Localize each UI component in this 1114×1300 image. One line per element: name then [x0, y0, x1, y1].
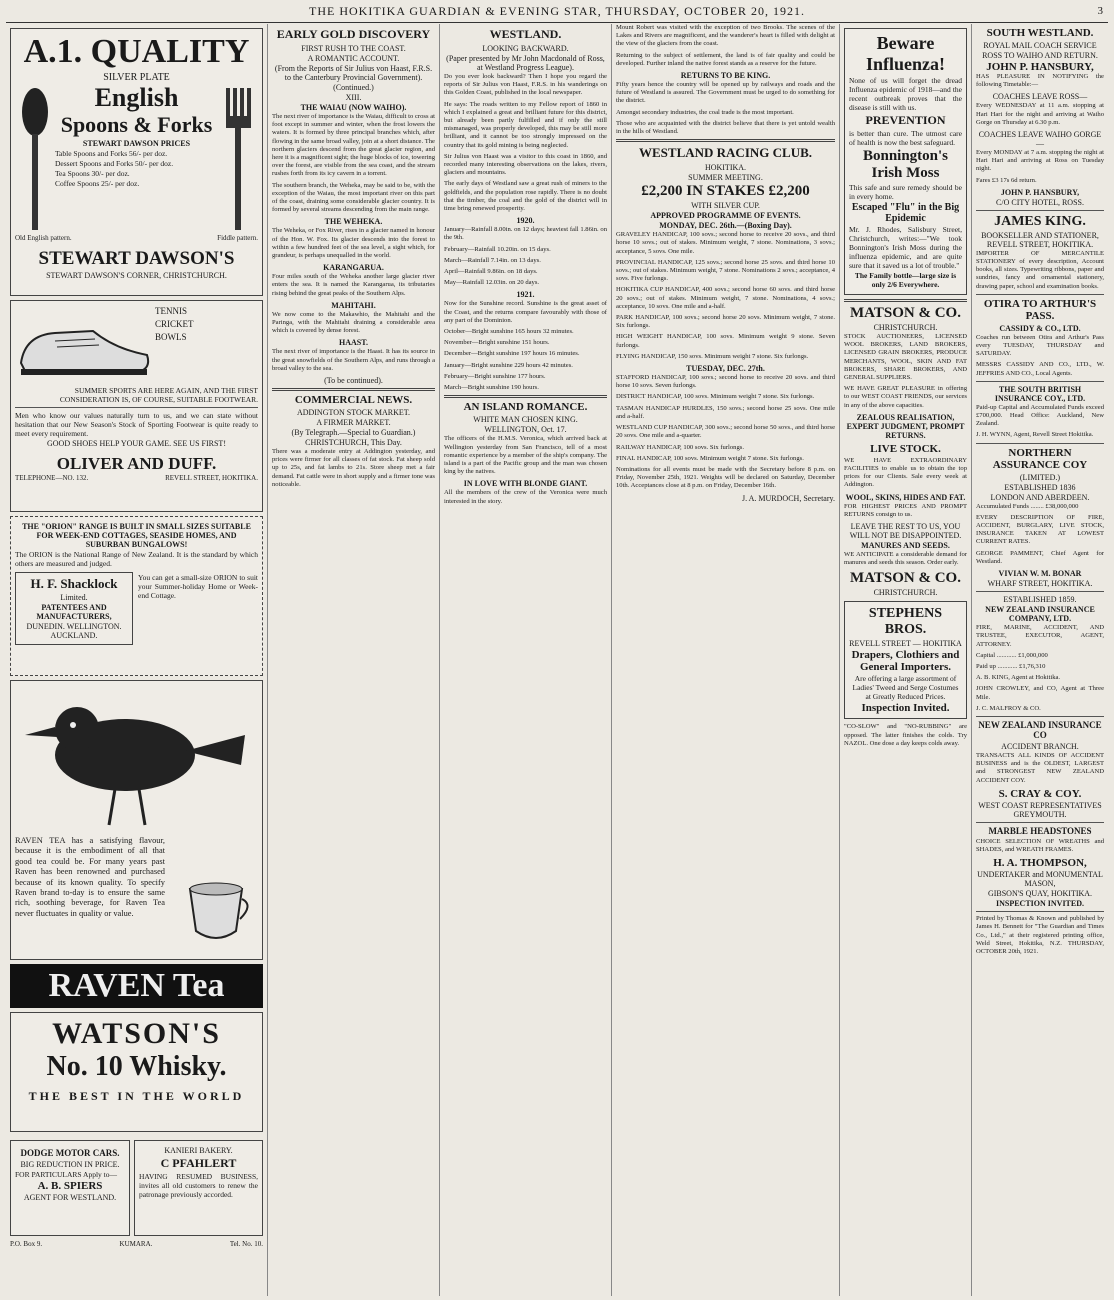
nzic-agent-sub: WEST COAST REPRESENTATIVES GREYMOUTH. [978, 800, 1102, 819]
nzi-agent3: J. C. MALFROY & CO. [976, 704, 1041, 712]
race-event-8: DISTRICT HANDICAP, 100 sovs. Minimum weight 7 stone. Six furlongs. [616, 393, 815, 401]
sun-row-4: January—Bright sunshine 229 hours 42 minutes. [444, 361, 573, 369]
oliver-duff-ad [10, 300, 263, 512]
oliver-street: REVELL STREET, HOKITIKA. [165, 474, 258, 482]
racing-secretary: J. A. MURDOCH, Secretary. [741, 493, 835, 503]
footer-tel: Tel. No. 10. [229, 1240, 263, 1248]
matson-pleasure: WE HAVE GREAT PLEASURE in offering to our WEST COAST FRIENDS, our services in any of the above capacities. [844, 385, 967, 409]
orion-firm-cities: DUNEDIN. WELLINGTON. AUCKLAND. [26, 622, 122, 640]
raven-bird-icon [15, 685, 255, 835]
nzi-capital: Capital ............ £1,000,000 [976, 651, 1048, 659]
sun-row-6: March—Bright sunshine 190 hours. [444, 384, 539, 392]
marble-name: H. A. THOMPSON, [993, 857, 1087, 870]
westland-sub: LOOKING BACKWARD. [482, 44, 569, 53]
race-event-10: WESTLAND CUP HANDICAP, 300 sovs.; second horse 50 sovs., and third horse 20 sovs. One mile and a-quarter. [616, 424, 835, 440]
king-body: IMPORTER OF MERCANTILE STATIONERY of every description, Account books, all sizes. Typewriting ribbons, paper and sundries, fancy and ornamental stationery, drawing paper, school and examination books. [976, 249, 1104, 290]
kaniere-name: C PFAHLERT [160, 1156, 237, 1170]
footer-town: KUMARA. [119, 1240, 153, 1248]
imprint: Printed by Thomas & Known and published by James H. Bennett for "The Guardian and Times Co., Ltd.," at their registered printing office, Weld Street, Hokitika, N.Z. THURSDAY, OCTOBER 20th, 1921. [976, 915, 1104, 955]
dawson-line3: English [94, 83, 179, 112]
commercial-sub2: A FIRMER MARKET. [316, 418, 391, 428]
marble-body: CHOICE SELECTION OF WREATHS and SHADES, and WREATH FRAMES. [976, 837, 1104, 853]
influenza-brand: Bonnington's [862, 148, 949, 164]
dodge-agent: A. B. SPIERS [37, 1180, 103, 1192]
racing-prog: APPROVED PROGRAMME OF EVENTS. [650, 211, 801, 221]
dodge-title: DODGE MOTOR CARS. [20, 1148, 120, 1158]
bonar-name: VIVIAN W. M. BONAR [998, 569, 1082, 579]
gold-title: EARLY GOLD DISCOVERY [276, 27, 431, 41]
oliver-slogan: GOOD SHOES HELP YOUR GAME. SEE US FIRST! [47, 439, 226, 448]
wool-title: WOOL, SKINS, HIDES AND FAT. [845, 492, 966, 502]
coach-sub: ROYAL MAIL COACH SERVICE [983, 41, 1097, 50]
rain-row-3: March—Rainfall 7.14in. on 13 days. [444, 256, 541, 264]
northern-agent: GEORGE PAMMENT, Chief Agent for Westland. [976, 549, 1104, 565]
racing-foot: Nominations for all events must be made with the Secretary before 8 p.m. on Friday, November 25th, 1921. Weights will be declared on Saturday, December 10th. Acceptances close at 8 p.m. on Friday, December 16th. [616, 465, 835, 490]
sport-bowls: BOWLS [155, 332, 187, 342]
matson2-city: CHRISTCHURCH. [873, 588, 938, 598]
nzic-agent: S. CRAY & COY. [998, 787, 1082, 800]
watson-line2: No. 10 Whisky. [46, 1051, 227, 1082]
kaniere-ad [134, 1140, 263, 1236]
masthead-title: THE HOKITIKA GUARDIAN & EVENING STAR, THURSDAY, OCTOBER 20, 1921. [309, 4, 805, 18]
dawson-price-2: Dessert Spoons and Forks 50/- per doz. [55, 159, 174, 168]
nzic-sub: ACCIDENT BRANCH. [1001, 741, 1079, 751]
island-place: WELLINGTON, Oct. 17. [484, 425, 567, 435]
wool-body: FOR HIGHEST PRICES AND PROMPT RETURNS consign to us. [844, 502, 967, 518]
sun-row-3: December—Bright sunshine 197 hours 16 minutes. [444, 350, 580, 358]
race-event-2: PROVINCIAL HANDICAP, 125 sovs.; second horse 25 sovs. and third horse 10 sovs.; out of stakes. Minimum weight, 7 stone. Nominations 2 sovs.; acceptance, 4 sovs. Five furlongs. [616, 258, 835, 283]
dodge-ad [10, 1140, 130, 1236]
gold-section-karangarua: KARANGARUA. [323, 263, 384, 273]
kaniere-body: HAVING RESUMED BUSINESS, invites all old customers to renew the patronage previously accorded. [139, 1172, 258, 1199]
racing-day1: MONDAY, DEC. 26th.—(Boxing Day). [659, 221, 792, 231]
influenza-brand-text: This safe and sure remedy should be in every home. [849, 183, 962, 201]
bonar-sub: WHARF STREET, HOKITIKA. [987, 579, 1093, 589]
gold-para-6: The next river of importance is the Haast. It has its source in the great snowfields of the Southern Alps, and runs through a broad valley to the sea. [272, 348, 435, 372]
race-event-9: TASMAN HANDICAP HURDLES, 150 sovs.; second horse 25 sovs. One mile and a-half. [616, 404, 835, 420]
dawson-right-label: Fiddle pattern. [217, 234, 258, 242]
racing-stakes: £2,200 IN STAKES £2,200 [641, 183, 810, 200]
racing-sub: HOKITIKA. [704, 163, 747, 173]
oliver-tel: TELEPHONE—NO. 132. [15, 474, 89, 482]
column-3 [440, 24, 612, 1296]
dawson-address: STEWART DAWSON'S CORNER, CHRISTCHURCH. [46, 271, 227, 280]
orion-firm-sub: Limited. [60, 593, 88, 602]
stephens-ad [844, 601, 967, 719]
spoon-icon [15, 84, 55, 234]
matson-title: MATSON & CO. [850, 305, 961, 321]
race-event-3: HOKITIKA CUP HANDICAP, 400 sovs.; second horse 60 sovs. and third horse 20 sovs.; out of stakes. Minimum weight, 7 stone. Nominations, 4 sovs.; acceptance, 10 sovs. One mile and a-half. [616, 286, 835, 310]
race-event-5: HIGH WEIGHT HANDICAP, 100 sovs. Minimum weight 9 stone. Seven furlongs. [616, 333, 835, 349]
northern-title: NORTHERN ASSURANCE COY [992, 446, 1088, 471]
orion-side-text: You can get a small-size ORION to suit your Summer-holiday Home or Week-end Cottage. [138, 573, 258, 600]
gold-para-4: Four miles south of the Weheka another large glacier river enters the sea. It is named the Karangarua, its tributaries rising behind the great peaks of the Southern Alps. [272, 273, 435, 297]
otira-title: OTIRA TO ARTHUR'S PASS. [983, 297, 1097, 322]
footer-box: P.O. Box 9. [10, 1240, 43, 1248]
westland-para-1: Do you ever look backward? Then I hope you regard the reports of Sir Julius von Haast, F.R.S. in his wanderings on this Golden Coast, published in the local newspaper. [444, 73, 607, 97]
orion-firm-role: PATENTEES AND MANUFACTURERS, [36, 603, 112, 621]
dodge-sub: BIG REDUCTION IN PRICE. [20, 1160, 120, 1169]
dodge-agent-role: AGENT FOR WESTLAND. [23, 1193, 117, 1202]
influenza-brand2: Irish Moss [871, 165, 940, 181]
raven-banner: RAVEN Tea [10, 964, 263, 1008]
northern-city: LONDON AND ABERDEEN. [990, 492, 1090, 502]
influenza-body: None of us will forget the dread Influenza epidemic of 1918—and the recent outbreak proves that the disease is still with us. [849, 76, 962, 112]
nzi-agent: A. B. KING, Agent at Hokitika. [976, 674, 1061, 682]
col4-body-1: Mount Robert was visited with the exception of two Brooks. The scenes of the Lakes and Rivers are magnificent, and the wanderer's heart is filled with delight at the view of the glaciers from the coast. [616, 24, 835, 48]
northern-funds: Accumulated Funds ........ £38,000,000 [976, 502, 1079, 510]
gold-section-weheka: THE WEHEKA. [324, 217, 383, 227]
king-title: JAMES KING. [994, 213, 1086, 229]
gold-tail: (To be continued). [324, 376, 383, 386]
matson-realise: ZEALOUS REALISATION, EXPERT JUDGMENT, PROMPT RETURNS. [846, 412, 965, 440]
influenza-title1: Beware [876, 33, 935, 53]
westland-para-3: Sir Julius von Haast was a visitor to this coast in 1860, and recorded many interesting observations on the lakes, rivers, glaciers and mountains. [444, 152, 607, 177]
dawson-price-1: Table Spoons and Forks 56/- per doz. [55, 149, 168, 158]
coach-owner: JOHN P. HANSBURY, [986, 61, 1094, 73]
coach-title: SOUTH WESTLAND. [986, 27, 1094, 39]
matson-body: STOCK AUCTIONEERS, LICENSED WOOL BROKERS, LAND BROKERS, LICENSED GRAIN BROKERS, PRODUCE MERCHANTS, WOOL, SKIN AND FAT BROKERS, SHARE BROKERS, AND GENERAL SUPPLIERS. [844, 333, 967, 382]
kaniere-title: KANIERI BAKERY. [164, 1146, 233, 1155]
raven-tea-ad [10, 680, 263, 960]
stephens-title: STEPHENS BROS. [868, 606, 943, 638]
matson2-title: MATSON & CO. [850, 570, 961, 587]
col4-body-5: Those who are acquainted with the district believe that there is yet untold wealth in the hills of Westland. [616, 119, 835, 136]
dawson-footer: STEWART DAWSON'S [38, 248, 235, 269]
coach-times: Every WEDNESDAY at 11 a.m. stopping at Hari Hari for the night and arriving at Waiho Gorge on Thursday at 6.30 p.m. [976, 102, 1104, 126]
marble-title: MARBLE HEADSTONES [988, 825, 1092, 836]
watson-line1: WATSON'S [52, 1017, 221, 1050]
wool-leave: LEAVE THE REST TO US, YOU WILL NOT BE DISAPPOINTED. [849, 522, 962, 541]
gold-continued: (Continued.) [333, 83, 374, 92]
gold-section-waiau: THE WAIAU (NOW WAIHO). [300, 103, 407, 112]
watsons-ad [10, 1012, 263, 1132]
northern-body: EVERY DESCRIPTION OF FIRE, ACCIDENT, BURGLARY, LIVE STOCK, INSURANCE TAKEN AT LOWEST CURRENT RATES. [976, 513, 1104, 546]
col4-section: RETURNS TO BE KING. [680, 71, 771, 81]
influenza-testimonial: Mr. J. Rhodes, Salisbury Street, Christchurch, writes:—"We took Bonnington's Irish Moss during the influenza epidemic, and are quite sure that it saved us a lot of trouble." [849, 225, 962, 270]
gold-para-2: The southern branch, the Weheka, may be said to be, with the exception of the Waiau, the most important river on this part of the coast, draining some considerable glacier country. It is formed by several streams descending from the main range. [272, 181, 435, 214]
dawson-price-4: Coffee Spoons 25/- per doz. [55, 179, 140, 188]
col4-body-3: Fifty years hence the country will be opened up by railways and roads and the future of Westland is assured. The Government must be urged to do something for the district. [616, 81, 835, 105]
race-event-7: STAFFORD HANDICAP, 100 sovs.; second horse to receive 20 sovs. and third horse 10 sovs. Seven furlongs. [616, 374, 835, 390]
oliver-name: OLIVER AND DUFF. [56, 454, 217, 473]
fork-icon [218, 84, 258, 234]
commercial-body: There was a moderate entry at Addington yesterday, and prices were firmer for all classes of fat stock. Fat sheep sold up to 25s, and fat lambs to 21s. Store sheep met a fair demand. Fat cattle were in short supply and a firmer tone was noticeable. [272, 448, 435, 488]
commercial-credit: (By Telegraph.—Special to Guardian.) [291, 428, 416, 438]
british-agent: J. H. WYNN, Agent, Revell Street Hokitika. [976, 431, 1094, 439]
influenza-prev: PREVENTION [865, 113, 946, 127]
island-tail: IN LOVE WITH BLONDE GIANT. [463, 479, 588, 489]
coach-route: ROSS TO WAIHO AND RETURN. [982, 51, 1098, 60]
island-body: The officers of the H.M.S. Veronica, which arrived back at Wellington yesterday from San Francisco, tell of a most romantic experience by a member of the ship's company. The island is a part of the Pacific group and the man was chosen king by the natives. [444, 435, 607, 476]
sport-tennis: TENNIS [155, 306, 187, 316]
column-2 [268, 24, 440, 1296]
nzi-title: NEW ZEALAND INSURANCE COMPANY, LTD. [985, 605, 1095, 624]
otira-body: Coaches run between Otira and Arthur's Pass every TUESDAY, THURSDAY and SATURDAY. [976, 333, 1104, 358]
coach-leaves: COACHES LEAVE ROSS— [992, 92, 1088, 102]
column-5 [840, 24, 972, 1296]
nzi-sub: FIRE, MARINE, ACCIDENT, AND TRUSTEE, EXECUTOR, AGENT, ATTORNEY. [976, 624, 1104, 648]
oliver-body: Men who know our values naturally turn to us, and we can state without hesitation that our New Season's Stock of Sporting Footwear is quite ready to meet every requirement. [15, 411, 258, 438]
influenza-ad [844, 28, 967, 295]
sun-table-title: 1921. [516, 290, 535, 300]
nzi-agent2: JOHN CROWLEY, and CO, Agent at Three Mile. [976, 685, 1104, 701]
stephens-sub: REVELL STREET — HOKITIKA [849, 639, 962, 649]
rain-row-5: May—Rainfall 12.03in. on 20 days. [444, 279, 540, 287]
gold-sub1: FIRST RUSH TO THE COAST. [301, 44, 406, 53]
coach-times2: Every MONDAY at 7 a.m. stopping the night at Hari Hari and arriving at Ross on Tuesday night. [976, 149, 1104, 173]
nzi-est: ESTABLISHED 1859. [1003, 595, 1077, 605]
raven-copy: RAVEN TEA has a satisfying flavour, because it is the embodiment of all that good tea could be. For many years past Raven has been renowned and purchased because of its known quality. To specify Raven brand to-day is to ensure the same rich, soothing beverage, for Raven Tea never fluctuates in quality or value. [15, 836, 165, 918]
orion-headline: THE "ORION" RANGE IS BUILT IN SMALL SIZES SUITABLE FOR WEEK-END COTTAGES, SEASIDE HOMES, AND SUBURBAN BUNGALOWS! [22, 522, 251, 549]
british-title: THE SOUTH BRITISH INSURANCE COY., LTD. [994, 384, 1086, 403]
gold-part: XIII. [345, 93, 362, 102]
nazol-ad: "CO-SLOW" and "NO-RUBBING" are opposed. The latter finishes the colds. Try NAZOL. One dose a day keeps colds away. [844, 723, 967, 747]
island-more: All the members of the crew of the Veronica were much interested in the story. [444, 489, 607, 505]
influenza-title2: Influenza! [865, 54, 945, 74]
king-sub: BOOKSELLER AND STATIONER, REVELL STREET, HOKITIKA. [981, 230, 1099, 249]
sun-row-5: February—Bright sunshine 177 hours. [444, 372, 546, 380]
dawson-brand-note: STEWART DAWSON PRICES [82, 139, 191, 148]
coach-sign2: C/O CITY HOTEL, ROSS. [996, 197, 1084, 207]
marble-role: UNDERTAKER and MONUMENTAL MASON, [977, 870, 1103, 889]
dawson-price-3: Tea Spoons 30/- per doz. [55, 169, 130, 178]
northern-sub: (LIMITED.) [1019, 472, 1061, 482]
shoe-icon [15, 305, 155, 385]
coach-fares: Fares £3 17s 6d return. [976, 176, 1037, 184]
rain-row-2: February—Rainfall 10.20in. on 15 days. [444, 245, 551, 253]
gold-para-1: The next river of importance is the Waiau, difficult to cross at foot except in summer and winter, when the frost lowers the waters. It is formed by three principal branches which, after flowing in the same broad valley, join at a short distance. The northern glaciers descend from the great glacier region, and here it is a magnificent sight; the huge blocks of ice, towering over the forest, are visible from the sea coast, and the stream rushes forth from its icy cavern in a torrent. [272, 113, 435, 178]
commercial-title: COMMERCIAL NEWS. [294, 394, 413, 407]
rain-table-title: 1920. [516, 216, 535, 226]
otira-agent: MESSRS CASSIDY AND CO., LTD., W. JEFFRIES AND CO., Local Agents. [976, 361, 1104, 377]
sun-row-1: October—Bright sunshine 165 hours 32 minutes. [444, 328, 574, 336]
island-sub: WHITE MAN CHOSEN KING. [473, 415, 578, 425]
orion-body: The ORION is the National Range of New Zealand. It is the standard by which others are measured and judged. [15, 550, 258, 568]
gold-section-haast: HAAST. [339, 338, 368, 348]
sun-row-2: November—Bright sunshine 151 hours. [444, 339, 550, 347]
watson-line3: THE BEST IN THE WORLD [28, 1089, 245, 1103]
marble-addr: GIBSON'S QUAY, HOKITIKA. [987, 889, 1093, 899]
col4-body-4: Amongst secondary industries, the coal trade is the most important. [616, 108, 794, 116]
racing-title: WESTLAND RACING CLUB. [639, 145, 812, 161]
racing-cup: WITH SILVER CUP. [691, 201, 760, 211]
sun-intro: Now for the Sunshine record. Sunshine is the great asset of the Coast, and the returns compare favourably with those of any part of the Dominion. [444, 300, 607, 324]
dawson-line2: SILVER PLATE [103, 72, 170, 83]
gold-para-5: We now come to the Makawhio, the Mahitahi and the Paringa, with the Mahitahi draining a considerable area which is covered by dense forest. [272, 310, 435, 335]
coach-sign: JOHN P. HANSBURY, [1000, 187, 1080, 197]
marble-insp: INSPECTION INVITED. [995, 899, 1085, 909]
racing-day2: TUESDAY, DEC. 27th. [686, 364, 765, 374]
column-1 [6, 24, 268, 1296]
influenza-price: The Family bottle—large size is only 2/6 Everywhere. [854, 271, 957, 289]
nzic-title: NEW ZEALAND INSURANCE CO [978, 719, 1102, 740]
orion-firm: H. F. Shacklock [30, 576, 118, 591]
gold-credit: (From the Reports of Sir Julius von Haast, F.R.S. to the Canterbury Provincial Government). [274, 64, 433, 82]
dodge-body: FOR PARTICULARS Apply to— [15, 1170, 118, 1179]
coach-leaves2: COACHES LEAVE WAIHO GORGE— [978, 130, 1102, 149]
northern-est: ESTABLISHED 1836 [1004, 482, 1076, 492]
manures-title: MANURES AND SEEDS. [861, 541, 950, 551]
stephens-insp: Inspection Invited. [861, 702, 950, 715]
race-event-6: FLYING HANDICAP, 150 sovs. Minimum weight 7 stone. Six furlongs. [616, 352, 809, 360]
rain-row-1: January—Rainfall 8.00in. on 12 days; heaviest fall 1.86in. on the 9th. [444, 226, 607, 242]
race-event-4: PARK HANDICAP, 100 sovs.; second horse 20 sovs. Minimum weight, 7 stone. Six furlongs. [616, 314, 835, 330]
stephens-body: Drapers, Clothiers and General Importers. [851, 649, 960, 674]
col4-body-2: Returning to the subject of settlement, the land is of fair quality and could be developed. Further inland the native forest stands as a reserve for the future. [616, 51, 835, 67]
commercial-place: CHRISTCHURCH, This Day. [305, 438, 402, 448]
british-body: Paid-up Capital and Accumulated Funds exceed £700,000. Head Office: Auckland, New Zealand. [976, 403, 1104, 428]
westland-para-4: The early days of Westland saw a great rush of miners to the goldfields, and the population rose rapidly. There is no doubt that the timber, the coal and the gold of the district will in time bring renewed prosperity. [444, 180, 607, 213]
commercial-sub: ADDINGTON STOCK MARKET. [296, 408, 411, 418]
nzic-body: TRANSACTS ALL KINDS OF ACCIDENT BUSINESS and is the OLDEST, LARGEST and STRONGEST NEW ZEALAND ACCIDENT COY. [976, 751, 1104, 784]
dawson-ad [10, 28, 263, 296]
race-event-1: GRAVELEY HANDICAP, 100 sovs.; second horse to receive 20 sovs., and third horse 10 sovs.; out of stakes. Minimum weight, 7 stone. Nominations, 3 sovs.; acceptance, 5 sovs. One mile. [616, 231, 835, 255]
influenza-escaped: Escaped "Flu" in the Big Epidemic [851, 202, 960, 224]
sport-cricket: CRICKET [155, 319, 194, 329]
island-title: AN ISLAND ROMANCE. [463, 401, 588, 414]
oliver-text: SUMMER SPORTS ARE HERE AGAIN, AND THE FIRST CONSIDERATION IS, OF COURSE, SUITABLE FOOTWEAR. [59, 386, 258, 404]
influenza-prev-text: is better than cure. The utmost care of health is now the best safeguard. [849, 129, 962, 147]
otira-sub: CASSIDY & CO., LTD. [999, 323, 1081, 333]
live-body: WE HAVE EXTRAORDINARY FACILITIES to enable us to obtain the top prices for our Clients. Sale every week at Addington. [844, 456, 967, 489]
gold-para-3: The Weheka, or Fox River, rises in a glacier named in honour of the Hon. W. Fox. Its glacier descends into the forest to within a few hundred feet of the sea level, a sight which, for grandeur, is perhaps unequalled in the world. [272, 227, 435, 260]
columns [6, 24, 1108, 1296]
gold-sub2: A ROMANTIC ACCOUNT. [307, 54, 400, 63]
westland-para-2: He says: The roads written to my Fellow report of 1860 in which I explained a great and brilliant future for this district, but already been partly fulfilled and if only the still mismanaged, was properly developed, this may be still more brilliant, and it cannot be too strongly impressed on the country that its gold mining is being neglected. [444, 100, 607, 149]
orion-ad [10, 516, 263, 676]
tea-cup-icon [184, 859, 254, 949]
gold-section-mahitahi: MAHITAHI. [331, 300, 376, 310]
matson-city: CHRISTCHURCH. [873, 323, 938, 332]
racing-sub2: SUMMER MEETING. [688, 173, 763, 183]
coach-body: HAS PLEASURE IN NOTIFYING the following Timetable:— [976, 73, 1104, 89]
manures-body: WE ANTICIPATE a considerable demand for manures and seeds this season. Order early. [844, 551, 967, 567]
race-event-12: FINAL HANDICAP, 100 sovs. Minimum weight 7 stone. Six furlongs. [616, 454, 804, 462]
masthead [6, 0, 1108, 23]
rain-row-4: April—Rainfall 9.86in. on 18 days. [444, 268, 538, 276]
column-6 [972, 24, 1108, 1296]
dawson-line4: Spoons & Forks [60, 112, 213, 137]
dawson-headline: A.1. QUALITY [23, 33, 250, 70]
race-event-11: RAILWAY HANDICAP, 100 sovs. Six furlongs. [616, 443, 744, 451]
page-number: 3 [1097, 5, 1104, 17]
column-4 [612, 24, 840, 1296]
westland-title: WESTLAND. [489, 27, 562, 41]
nzi-paid: Paid up ............ £1,76,310 [976, 662, 1046, 670]
dawson-left-label: Old English pattern. [15, 234, 72, 242]
live-title: LIVE STOCK. [870, 442, 941, 455]
westland-credit: (Paper presented by Mr John Macdonald of Ross, at Westland Progress League). [446, 54, 605, 72]
stephens-offer: Are offering a large assortment of Ladies' Tweed and Serge Costumes at Greatly Reduced Prices. [852, 674, 959, 702]
